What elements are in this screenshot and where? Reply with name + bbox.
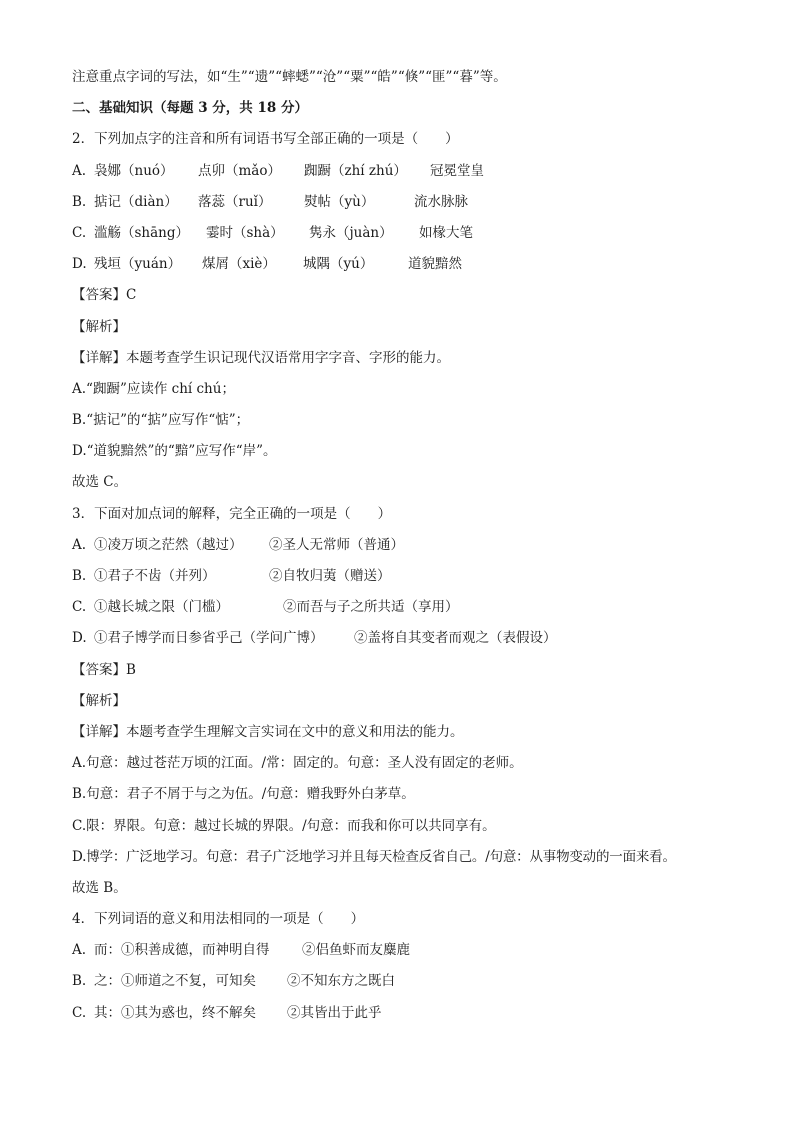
q2-stem: 2．下列加点字的注音和所有词语书写全部正确的一项是（ ） [72, 131, 459, 148]
q3-note: C.限：界限。句意：越过长城的界限。/句意：而我和你可以共同享有。 [72, 817, 496, 834]
q2-note: A.“踟蹰”应读作 chí chú； [72, 380, 235, 397]
intro-paragraph: 注意重点字词的写法，如“生”“遗”“蟀蟋”“沧”“粟”“皓”“倏”“匪”“暮”等。 [72, 69, 507, 85]
option-item: 隽永（juàn） [309, 224, 393, 241]
option-item: ①凌万顷之茫然（越过） [94, 536, 243, 553]
q2-option-b [72, 187, 752, 218]
q3-option-c [72, 592, 752, 623]
q2-conclusion: 故选 C。 [72, 474, 128, 491]
option-item: 滥觞（shāng） [94, 224, 190, 241]
option-item: 而：①积善成德，而神明自得 [94, 942, 270, 959]
option-item: ②不知东方之既白 [287, 973, 395, 990]
option-label: A. [72, 162, 87, 179]
q4-option-a [72, 935, 752, 966]
option-label: D. [72, 630, 87, 647]
option-item: ②而吾与子之所共适（享用） [283, 599, 459, 616]
document-page [72, 62, 752, 1029]
option-item: ②圣人无常师（普通） [269, 536, 404, 553]
option-item: 袅娜（nuó） [94, 162, 174, 179]
option-item: 道貌黯然 [408, 256, 462, 273]
q2-analysis-heading: 【解析】 [72, 318, 126, 335]
q2-note: D.“道貌黯然”的“黯”应写作“岸”。 [72, 443, 277, 460]
option-item: 残垣（yuán） [94, 256, 182, 273]
option-label: D. [72, 256, 87, 273]
option-item: 掂记（diàn） [94, 193, 178, 210]
q3-note: B.句意：君子不屑于与之为伍。/句意：赠我野外白茅草。 [72, 786, 415, 803]
option-item: 之：①师道之不复，可知矣 [94, 973, 256, 990]
q2-option-c [72, 218, 752, 249]
q2-detail: 【详解】本题考查学生识记现代汉语常用字字音、字形的能力。 [72, 349, 450, 366]
q3-option-a [72, 530, 752, 561]
q4-option-c [72, 998, 752, 1029]
option-label: C. [72, 224, 87, 241]
option-item: ②盖将自其变者而观之（表假设） [354, 630, 557, 647]
q2-option-a [72, 156, 752, 187]
option-label: A. [72, 942, 87, 959]
q3-conclusion: 故选 B。 [72, 879, 127, 896]
q3-stem: 3．下面对加点词的解释，完全正确的一项是（ ） [72, 505, 392, 522]
option-label: C. [72, 1004, 87, 1021]
q3-detail: 【详解】本题考查学生理解文言实词在文中的意义和用法的能力。 [72, 723, 464, 740]
q3-option-b [72, 561, 752, 592]
q3-answer: 【答案】B [72, 661, 136, 678]
option-item: ①君子博学而日参省乎己（学问广博） [94, 630, 324, 647]
option-item: 点卯（mǎo） [198, 162, 281, 179]
q3-note: D.博学：广泛地学习。句意：君子广泛地学习并且每天检查反省自己。/句意：从事物变动的一面来看。 [72, 848, 676, 865]
option-label: A. [72, 536, 87, 553]
option-item: ②其皆出于此乎 [287, 1004, 382, 1021]
option-item: 煤屑（xiè） [202, 256, 276, 273]
q4-stem: 4．下列词语的意义和用法相同的一项是（ ） [72, 911, 365, 928]
q2-note: B.“掂记”的“掂”应写作“惦”； [72, 412, 250, 429]
option-item: 冠冕堂皇 [430, 162, 484, 179]
option-item: ①越长城之限（门槛） [94, 599, 229, 616]
option-label: B. [72, 193, 87, 210]
option-item: 落蕊（ruǐ） [198, 193, 272, 210]
option-item: 城隅（yú） [303, 256, 374, 273]
option-item: 踟蹰（zhí zhú） [304, 162, 407, 179]
q3-note: A.句意：越过苍茫万顷的江面。/常：固定的。句意：圣人没有固定的老师。 [72, 755, 523, 772]
option-item: 熨帖（yù） [304, 193, 375, 210]
section-heading: 二、基础知识（每题 3 分，共 18 分） [72, 100, 308, 117]
option-item: ②侣鱼虾而友麋鹿 [302, 942, 410, 959]
option-label: B. [72, 568, 87, 584]
option-item: ②自牧归荑（赠送） [269, 568, 391, 584]
q4-option-b [72, 966, 752, 997]
option-item: 其：①其为惑也，终不解矣 [94, 1004, 256, 1021]
option-label: B. [72, 973, 87, 990]
option-label: C. [72, 599, 87, 616]
option-item: 流水脉脉 [414, 193, 468, 210]
q2-option-d [72, 249, 752, 280]
q3-analysis-heading: 【解析】 [72, 692, 126, 709]
option-item: 如椽大笔 [419, 224, 473, 241]
q2-answer: 【答案】C [72, 287, 137, 304]
option-item: ①君子不齿（并列） [94, 568, 216, 584]
option-item: 霎时（shà） [206, 224, 284, 241]
q3-option-d [72, 623, 752, 654]
